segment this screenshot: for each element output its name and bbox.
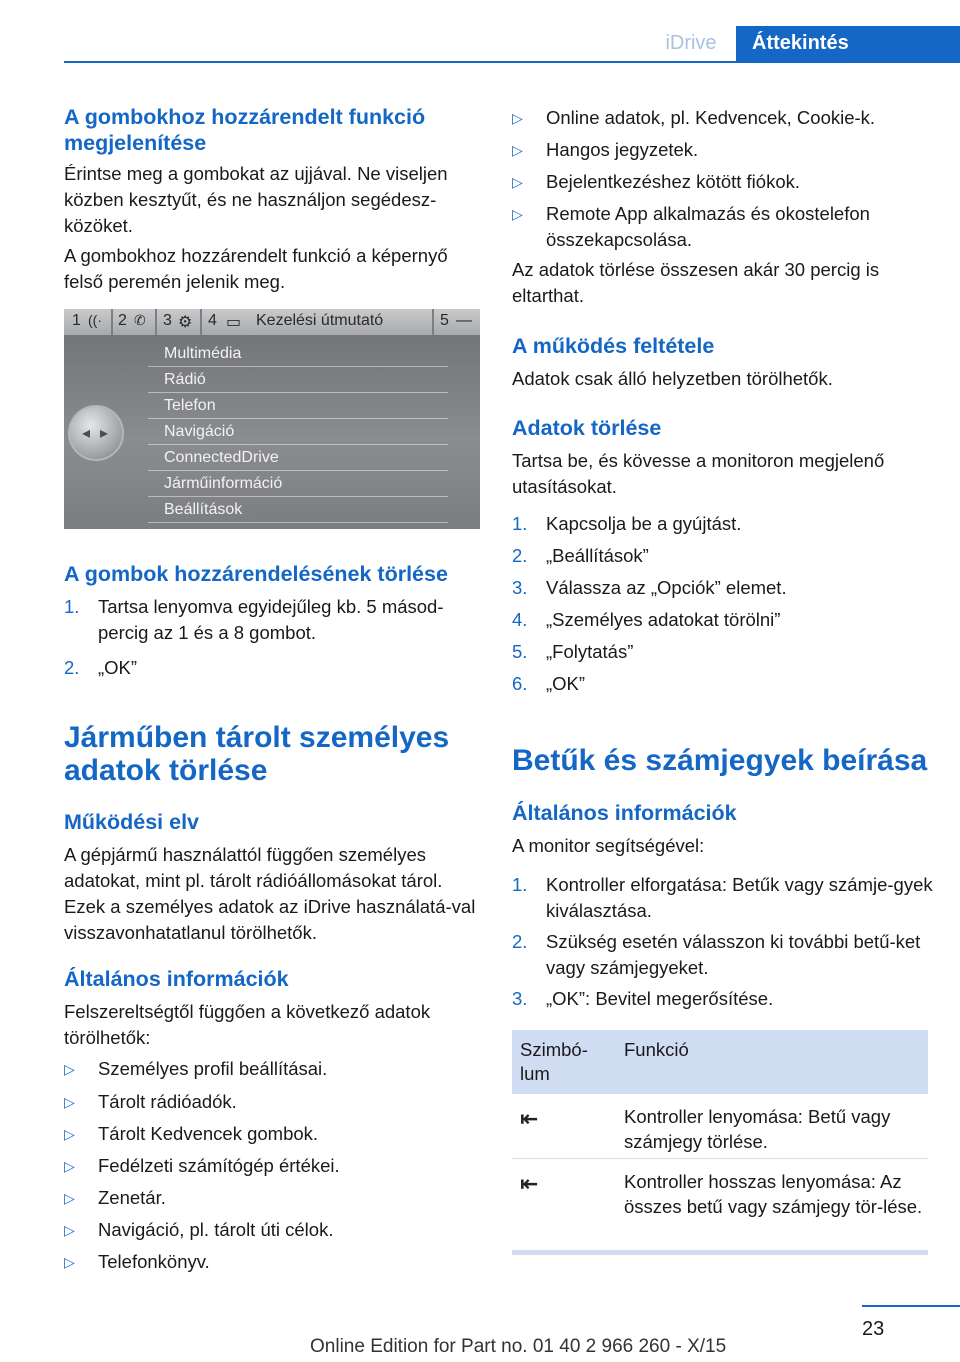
screen-menu-item: Multimédia (148, 341, 448, 367)
bullet-text: Személyes profil beállításai. (98, 1058, 328, 1079)
fav-separator (200, 309, 202, 335)
symbol-table (512, 1030, 928, 1250)
table-header (512, 1030, 928, 1094)
step-text: Kontroller elforgatása: Betűk vagy számje-gyek kiválasztása. (546, 874, 933, 921)
fav-4-title: Kezelési útmutató (256, 312, 384, 329)
bullet-triangle-icon: ▷ (64, 1222, 75, 1238)
heading-vehicle-data-delete: Járműben tárolt személyes adatok törlése (64, 721, 450, 787)
bullet-text: Navigáció, pl. tárolt úti célok. (98, 1219, 334, 1240)
fav-2-label: 2 (118, 312, 127, 329)
delete-all-icon: ⇤ (520, 1171, 539, 1196)
controller-knob-icon: ◂ ▸ (68, 405, 124, 461)
paragraph-monitor: A monitor segítségével: (512, 835, 705, 856)
bullet-triangle-icon: ▷ (64, 1158, 75, 1174)
paragraph-principle: A gépjármű használattól függően személyes adatokat, mint pl. tárolt rádióállomásokat tárol. Ezek a személyes adatok az iDrive használatá-val visszavonhatatlanul törölhetők. (64, 844, 476, 943)
step-number: 3. (512, 577, 528, 598)
step-text: Szükség esetén válasszon ki további betű-ket vagy számjegyeket. (546, 931, 921, 978)
antenna-icon: ((· (88, 312, 102, 328)
fav-separator (111, 309, 113, 335)
bullet-text: Bejelentkezéshez kötött fiókok. (546, 171, 801, 192)
step-text: „OK”: Bevitel megerősítése. (546, 988, 774, 1009)
step-text: Kapcsolja be a gyújtást. (546, 513, 742, 534)
step-number: 4. (512, 609, 528, 630)
bullet-text: Online adatok, pl. Kedvencek, Cookie-k. (546, 107, 876, 128)
column-header-function: Funkció (624, 1039, 689, 1060)
footer-rule (862, 1305, 960, 1307)
step-number: 1. (512, 874, 528, 895)
bullet-text: Fedélzeti számítógép értékei. (98, 1155, 340, 1176)
paragraph-duration: Az adatok törlése összesen akár 30 percig is eltarthat. (512, 259, 880, 306)
screen-menu-item: Rádió (148, 367, 448, 393)
dash-icon: — (456, 312, 472, 329)
fav-3-label: 3 (163, 312, 172, 329)
screen-menu-item: Telefon (148, 393, 448, 419)
gear-icon: ⚙ (178, 314, 193, 331)
heading-principle: Működési elv (64, 810, 200, 834)
delete-char-icon: ⇤ (520, 1106, 539, 1131)
paragraph-touch-buttons: Érintse meg a gombokat az ujjával. Ne viseljen közben kesztyűt, és ne használjon segédesz-közöket. (64, 163, 448, 236)
fav-4-label: 4 (208, 312, 217, 329)
bullet-triangle-icon: ▷ (64, 1061, 75, 1077)
bullet-text: Remote App alkalmazás és okostelefon összekapcsolása. (546, 203, 870, 250)
screen-menu-item: ConnectedDrive (148, 445, 448, 471)
table-bottom-rule (512, 1250, 928, 1255)
row-description: Kontroller lenyomása: Betű vagy számjegy törlése. (624, 1106, 891, 1152)
bullet-triangle-icon: ▷ (64, 1094, 75, 1110)
bullet-triangle-icon: ▷ (64, 1190, 75, 1206)
heading-input-letters: Betűk és számjegyek beírása (512, 744, 928, 777)
fav-5-label: 5 (440, 312, 449, 329)
heading-condition: A működés feltétele (512, 334, 715, 358)
column-header-symbol: Szimbó-lum (520, 1039, 588, 1084)
heading-general-info-2: Általános információk (512, 801, 737, 825)
heading-general-info: Általános információk (64, 967, 289, 991)
heading-delete-data: Adatok törlése (512, 416, 662, 440)
heading-assigned-function: A gombokhoz hozzárendelt funkció megjelenítése (64, 105, 426, 155)
bullet-triangle-icon: ▷ (64, 1126, 75, 1142)
fav-1-label: 1 (72, 312, 81, 329)
step-number: 2. (64, 657, 80, 678)
heading-delete-assignment: A gombok hozzárendelésének törlése (64, 562, 448, 586)
step-number: 1. (64, 596, 80, 617)
table-row (512, 1159, 928, 1250)
footer-edition: Online Edition for Part no. 01 40 2 966 260 - X/15 (310, 1336, 727, 1357)
paragraph-general-info: Felszereltségtől függően a következő adatok törölhetők: (64, 1001, 431, 1048)
step-number: 5. (512, 641, 528, 662)
screen-main-menu (148, 341, 448, 523)
bullet-text: Tárolt rádióadók. (98, 1091, 237, 1112)
header-section-tab: iDrive (665, 32, 717, 54)
bullet-triangle-icon: ▷ (64, 1254, 75, 1270)
bullet-text: Telefonkönyv. (98, 1251, 210, 1272)
bullet-triangle-icon: ▷ (512, 206, 523, 222)
table-row (512, 1094, 928, 1159)
step-text: „OK” (98, 657, 138, 678)
header-chapter-tab: Áttekintés (736, 26, 960, 61)
step-text: „Személyes adatokat törölni” (546, 609, 781, 630)
step-number: 6. (512, 673, 528, 694)
step-number: 2. (512, 931, 528, 952)
idrive-screen-image (64, 309, 480, 529)
step-text: „Folytatás” (546, 641, 634, 662)
bullet-triangle-icon: ▷ (512, 110, 523, 126)
step-text: Tartsa lenyomva egyidejűleg kb. 5 másod-percig az 1 és a 8 gombot. (98, 596, 444, 643)
bullet-text: Hangos jegyzetek. (546, 139, 699, 160)
step-text: „OK” (546, 673, 586, 694)
screen-menu-item: Járműinformáció (148, 471, 448, 497)
bullet-text: Tárolt Kedvencek gombok. (98, 1123, 319, 1144)
paragraph-condition: Adatok csak álló helyzetben törölhetők. (512, 368, 833, 389)
favorite-buttons-bar (64, 309, 480, 335)
screen-menu-item: Navigáció (148, 419, 448, 445)
step-text: Válassza az „Opciók” elemet. (546, 577, 787, 598)
bullet-triangle-icon: ▷ (512, 142, 523, 158)
step-number: 3. (512, 988, 528, 1009)
step-number: 2. (512, 545, 528, 566)
paragraph-delete-data: Tartsa be, és kövesse a monitoron megjelenő utasításokat. (512, 450, 885, 497)
screen-menu-item: Beállítások (148, 497, 448, 523)
row-description: Kontroller hosszas lenyomása: Az összes betű vagy számjegy tör-lése. (624, 1171, 923, 1217)
bullet-triangle-icon: ▷ (512, 174, 523, 190)
fav-separator (155, 309, 157, 335)
header-rule (64, 61, 960, 63)
car-manual-icon: ▭ (226, 314, 242, 331)
step-number: 1. (512, 513, 528, 534)
bullet-text: Zenetár. (98, 1187, 166, 1208)
paragraph-function-shown: A gombokhoz hozzárendelt funkció a képernyő felső peremén jelenik meg. (64, 245, 448, 292)
fav-separator (432, 309, 434, 335)
page-number: 23 (862, 1318, 885, 1340)
phone-icon: ✆ (134, 312, 146, 328)
step-text: „Beállítások” (546, 545, 649, 566)
